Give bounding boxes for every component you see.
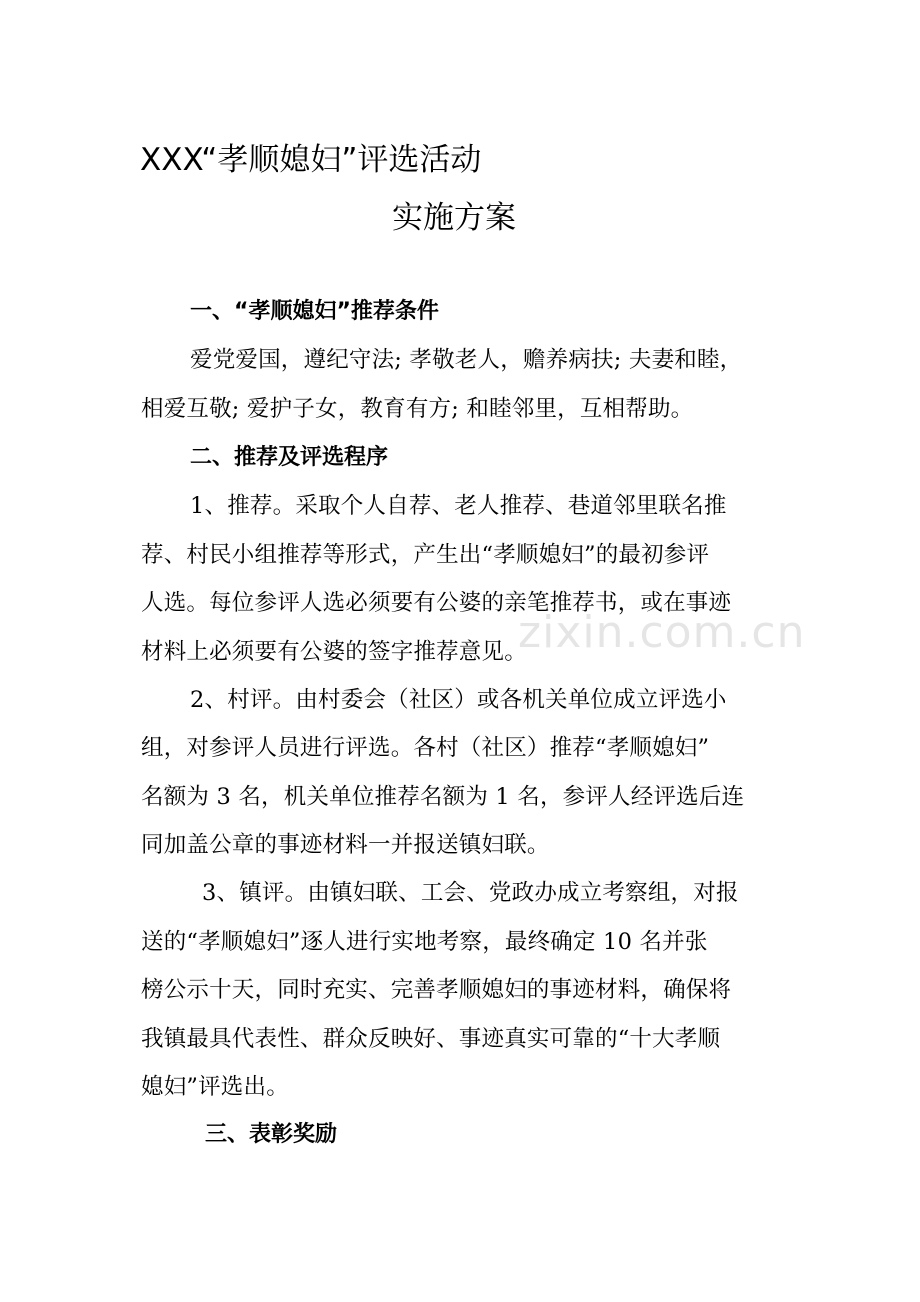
document-subtitle: 实施方案 — [392, 200, 516, 236]
paragraph-line: 榜公示十天，同时充实、完善孝顺媳妇的事迹材料，确保将 — [141, 977, 732, 1003]
paragraph-line: 材料上必须要有公婆的签字推荐意见。 — [141, 639, 527, 665]
watermark: zixin.com.cn — [518, 607, 806, 658]
paragraph-line: 组，对参评人员进行评选。各村（社区）推荐“孝顺媳妇” — [141, 735, 710, 761]
paragraph-line: 1、推荐。采取个人自荐、老人推荐、巷道邻里联名推 — [190, 493, 727, 519]
document-title: XXX“孝顺媳妇”评选活动 — [140, 142, 482, 178]
section-heading-procedure: 二、推荐及评选程序 — [190, 445, 389, 470]
paragraph-line: 我镇最具代表性、群众反映好、事迹真实可靠的“十大孝顺 — [141, 1026, 721, 1052]
section-heading-conditions: 一、“孝顺媳妇”推荐条件 — [190, 299, 439, 324]
paragraph-line: 2、村评。由村委会（社区）或各机关单位成立评选小 — [190, 687, 727, 713]
paragraph-line: 荐、村民小组推荐等形式，产生出“孝顺媳妇”的最初参评 — [141, 542, 710, 568]
paragraph-line: 媳妇”评选出。 — [141, 1074, 289, 1100]
paragraph-line: 送的“孝顺媳妇”逐人进行实地考察，最终确定 10 名并张 — [141, 929, 708, 955]
paragraph-line: 爱党爱国，遵纪守法; 孝敬老人，赡养病扶; 夫妻和睦， — [190, 347, 743, 373]
section-heading-awards: 三、表彰奖励 — [205, 1122, 338, 1147]
paragraph-line: 相爱互敬; 爱护子女，教育有方; 和睦邻里，互相帮助。 — [141, 396, 694, 422]
paragraph-line: 同加盖公章的事迹材料一并报送镇妇联。 — [141, 832, 550, 858]
paragraph-line: 3、镇评。由镇妇联、工会、党政办成立考察组，对报 — [202, 880, 739, 906]
paragraph-line: 名额为 3 名，机关单位推荐名额为 1 名，参评人经评选后连 — [141, 784, 745, 810]
paragraph-line: 人选。每位参评人选必须要有公婆的亲笔推荐书，或在事迹 — [141, 590, 732, 616]
